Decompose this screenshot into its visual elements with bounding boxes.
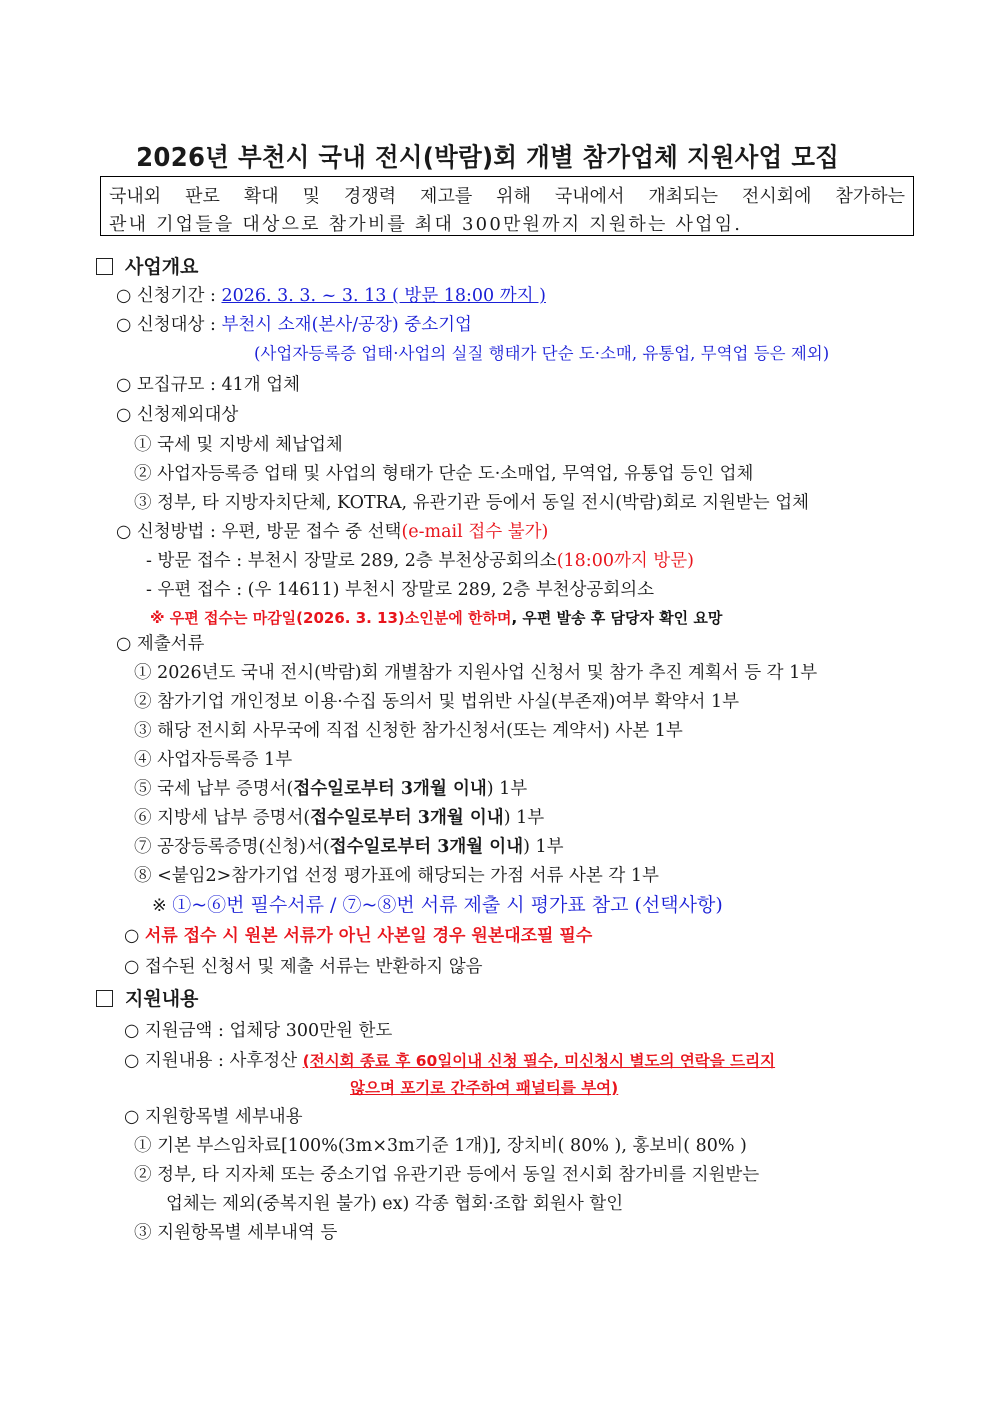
method-label: ○ 신청방법 : 우편, 방문 접수 중 선택 — [116, 522, 402, 542]
doc-item: ③ 해당 전시회 사무국에 직접 신청한 참가신청서(또는 계약서) 사본 1부 — [134, 721, 683, 741]
support-item: ③ 지원항목별 세부내역 등 — [134, 1223, 338, 1243]
mail-note-red: ※ 우편 접수는 마감일(2026. 3. 13)소인분에 한하며 — [150, 609, 512, 627]
doc-text: ⑥ 지방세 납부 증명서( — [134, 808, 311, 828]
section-heading-support — [96, 987, 198, 1011]
doc-text: ⑦ 공장등록증명(신청)서( — [134, 837, 330, 857]
items-label: ○ 지원항목별 세부내용 — [124, 1107, 303, 1127]
docs-note-text: ①~⑥번 필수서류 / ⑦~⑧번 서류 제출 시 평가표 참고 (선택사항) — [172, 894, 723, 916]
docs-label: ○ 제출서류 — [116, 634, 205, 654]
period-row — [116, 284, 546, 308]
summary-line-1: 국내외 판로 확대 및 경쟁력 제고를 위해 국내에서 개최되는 전시회에 참가하는 — [109, 186, 905, 207]
copy-note-row — [124, 924, 592, 948]
copy-note: 서류 접수 시 원본 서류가 아닌 사본일 경우 원본대조필 필수 — [144, 926, 593, 946]
section-title: 지원내용 — [125, 988, 199, 1010]
doc-item: ⑧ <붙임2>참가기업 선정 평가표에 해당되는 가점 서류 사본 각 1부 — [134, 866, 659, 886]
doc-tail: ) 1부 — [523, 837, 564, 857]
doc-bold: 접수일로부터 3개월 이내 — [293, 779, 487, 799]
summary-box — [100, 176, 914, 236]
excluded-item: ① 국세 및 지방세 체납업체 — [134, 435, 343, 455]
doc-bold: 접수일로부터 3개월 이내 — [310, 808, 504, 828]
scale-row: ○ 모집규모 : 41개 업체 — [116, 375, 301, 395]
excluded-item: ③ 정부, 타 지방자치단체, KOTRA, 유관기관 등에서 동일 전시(박람)회로 지원받는 업체 — [134, 493, 810, 513]
doc-item: ① 2026년도 국내 전시(박람)회 개별참가 지원사업 신청서 및 참가 추진 계획서 등 각 1부 — [134, 663, 818, 683]
docs-note — [152, 893, 723, 918]
doc-item — [134, 835, 564, 859]
support-item: ② 정부, 타 지자체 또는 중소기업 유관기관 등에서 동일 전시회 참가비를 지원받는 — [134, 1165, 760, 1185]
period-label: ○ 신청기간 : — [116, 286, 222, 306]
target-value: 부천시 소재(본사/공장) 중소기업 — [221, 315, 472, 335]
target-label: ○ 신청대상 : — [116, 315, 222, 335]
mail-note-black: , 우편 발송 후 담당자 확인 요망 — [511, 609, 723, 627]
doc-tail: ) 1부 — [486, 779, 528, 799]
doc-item: ② 참가기업 개인정보 이용·수집 동의서 및 법위반 사실(부존재)여부 확약서 1부 — [134, 692, 740, 712]
doc-item: ④ 사업자등록증 1부 — [134, 750, 293, 770]
checkbox-square-icon — [96, 990, 113, 1007]
return-note: ○ 접수된 신청서 및 제출 서류는 반환하지 않음 — [124, 957, 483, 977]
section-title: 사업개요 — [125, 256, 199, 278]
amount-row: ○ 지원금액 : 업체당 300만원 한도 — [124, 1021, 393, 1041]
doc-bold: 접수일로부터 3개월 이내 — [329, 837, 524, 857]
visit-note: (18:00까지 방문) — [556, 551, 694, 571]
content-note-1: (전시회 종료 후 60일이내 신청 필수, 미신청시 별도의 연락을 드리지 — [302, 1052, 776, 1070]
section-heading-overview — [96, 255, 198, 279]
mail-note — [150, 606, 722, 630]
period-value: 2026. 3. 3. ~ 3. 13 ( 방문 18:00 까지 ) — [221, 286, 546, 306]
page-title: 2026년 부천시 국내 전시(박람)회 개별 참가업체 지원사업 모집 — [136, 143, 840, 173]
method-note: (e-mail 접수 불가) — [401, 522, 549, 542]
method-row — [116, 520, 548, 544]
copy-mark: ○ — [124, 926, 145, 946]
note-mark: ※ — [152, 896, 173, 916]
doc-tail: ) 1부 — [503, 808, 545, 828]
visit-label: - 방문 접수 : 부천시 장말로 289, 2층 부천상공회의소 — [146, 551, 557, 571]
visit-row — [146, 549, 694, 573]
summary-line-2: 관내 기업들을 대상으로 참가비를 최대 300만원까지 지원하는 사업임. — [109, 214, 743, 235]
excluded-label: ○ 신청제외대상 — [116, 405, 239, 425]
mail-row: - 우편 접수 : (우 14611) 부천시 장말로 289, 2층 부천상공회의소 — [146, 580, 655, 600]
content-label: ○ 지원내용 : 사후정산 — [124, 1051, 303, 1071]
support-item: ① 기본 부스임차료[100%(3m×3m기준 1개)], 장치비( 80% ), 홍보비( 80% ) — [134, 1136, 747, 1156]
content-note-2-row — [350, 1076, 618, 1100]
content-row — [124, 1049, 775, 1073]
doc-item — [134, 777, 527, 801]
target-note: (사업자등록증 업태·사업의 실질 행태가 단순 도·소매, 유통업, 무역업 등은 제외) — [254, 344, 830, 363]
doc-item — [134, 806, 544, 830]
target-row — [116, 313, 472, 337]
support-item-continued: 업체는 제외(중복지원 불가) ex) 각종 협회·조합 회원사 할인 — [166, 1194, 624, 1214]
doc-text: ⑤ 국세 납부 증명서( — [134, 779, 294, 799]
content-note-2: 않으며 포기로 간주하여 패널티를 부여) — [350, 1079, 619, 1097]
checkbox-square-icon — [96, 258, 113, 275]
excluded-item: ② 사업자등록증 업태 및 사업의 형태가 단순 도·소매업, 무역업, 유통업 등인 업체 — [134, 464, 754, 484]
